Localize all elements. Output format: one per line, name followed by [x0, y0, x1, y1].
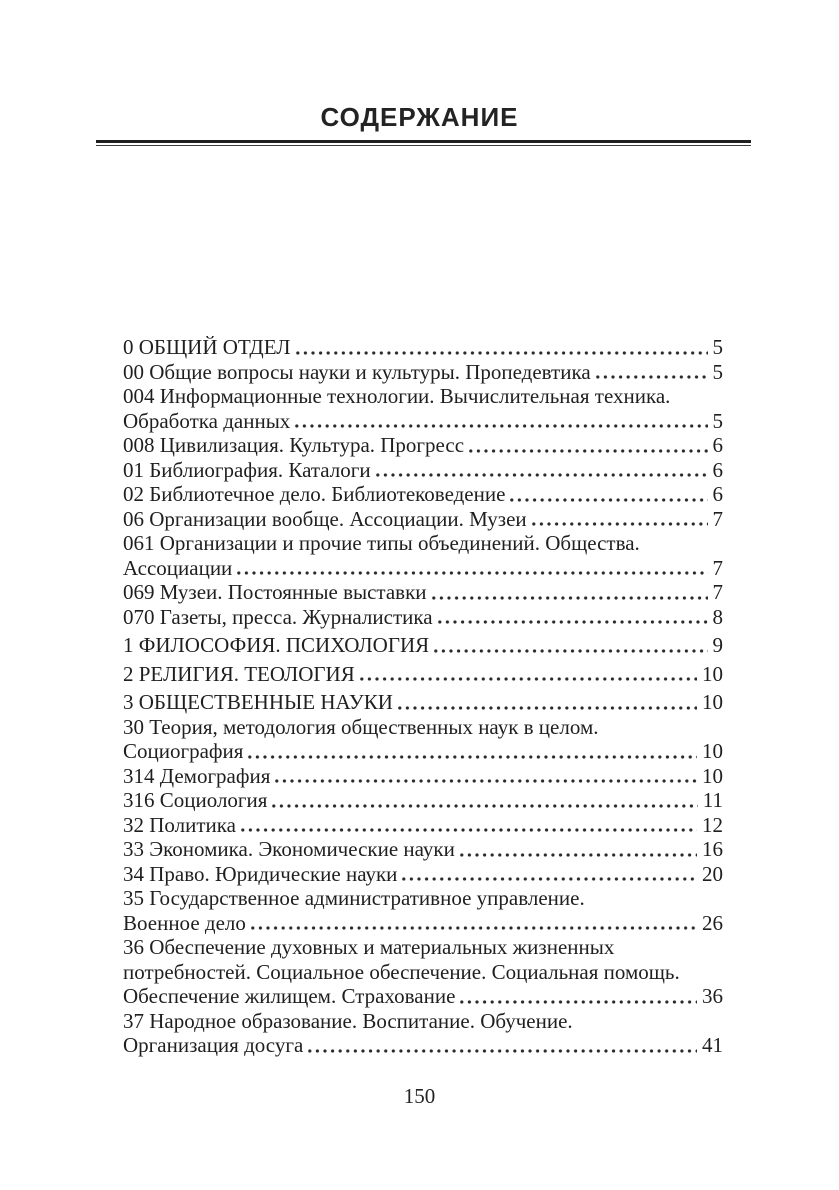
toc-entry-text: 36 Обеспечение духовных и материальных жизненных	[123, 935, 615, 959]
toc-entry-page: 5	[712, 408, 723, 433]
toc-entry-text: потребностей. Социальное обеспечение. Социальная помощь.	[123, 959, 680, 984]
toc-line	[123, 662, 723, 687]
toc-entry-page: 5	[712, 335, 723, 359]
dot-leader	[235, 556, 707, 581]
toc-entry-page: 6	[712, 457, 723, 482]
toc-entry-page: 9	[712, 633, 723, 657]
dot-leader	[594, 360, 708, 385]
toc-line	[123, 690, 723, 715]
toc-line	[123, 911, 723, 936]
toc-line	[123, 556, 723, 581]
toc-line	[123, 788, 723, 813]
toc-entry-text: 0 ОБЩИЙ ОТДЕЛ	[123, 335, 291, 359]
toc-entry-text: 1 ФИЛОСОФИЯ. ПСИХОЛОГИЯ	[123, 633, 430, 657]
toc-entry-text: 06 Организации вообще. Ассоциации. Музеи	[123, 506, 527, 531]
toc-entry-text: 33 Экономика. Экономические науки	[123, 837, 455, 861]
toc-entry-page: 10	[702, 739, 723, 763]
title-divider-rule	[96, 140, 751, 146]
dot-leader	[358, 662, 697, 687]
toc-line	[123, 764, 723, 789]
dot-leader	[432, 633, 707, 658]
toc-line	[123, 580, 723, 605]
dot-leader	[458, 984, 697, 1009]
toc-line	[123, 482, 723, 507]
dot-leader	[508, 482, 707, 507]
dot-leader	[396, 690, 697, 715]
toc-line	[123, 633, 723, 658]
toc-entry-text: 32 Политика	[123, 812, 236, 837]
dot-leader	[293, 409, 707, 434]
toc-entry-text: Военное дело	[123, 910, 246, 935]
page-title: СОДЕРЖАНИЕ	[320, 102, 519, 132]
toc-line	[123, 935, 723, 960]
dot-leader	[430, 580, 708, 605]
toc-entry-page: 5	[712, 359, 723, 384]
dot-leader	[239, 813, 697, 838]
page-number: 150	[403, 1084, 436, 1108]
toc-entry-page: 12	[702, 812, 723, 837]
toc-entry-page: 26	[702, 910, 723, 935]
toc-line	[123, 886, 723, 911]
toc-entry-text: 314 Демография	[123, 763, 271, 788]
toc-entry-text: 2 РЕЛИГИЯ. ТЕОЛОГИЯ	[123, 661, 355, 686]
dot-leader	[294, 335, 708, 360]
toc-line	[123, 1033, 723, 1058]
toc-entry-page: 10	[702, 690, 723, 714]
toc-line	[123, 507, 723, 532]
toc-entry-page: 11	[702, 788, 723, 812]
toc-entry-text: 01 Библиография. Каталоги	[123, 457, 371, 482]
toc-entry-page: 6	[712, 482, 723, 506]
toc-line	[123, 715, 723, 740]
toc-entry-page: 7	[712, 580, 723, 604]
toc-line	[123, 1009, 723, 1034]
dot-leader	[458, 837, 697, 862]
toc-entry-text: 070 Газеты, пресса. Журналистика	[123, 604, 433, 629]
toc-entry-page: 7	[712, 506, 723, 531]
toc-line	[123, 605, 723, 630]
toc-line	[123, 409, 723, 434]
toc-entry-text: 37 Народное образование. Воспитание. Обучение.	[123, 1008, 573, 1033]
toc-entry-text: 35 Государственное административное управление.	[123, 886, 585, 910]
toc-line	[123, 531, 723, 556]
dot-leader	[400, 862, 697, 887]
toc-entry-text: 00 Общие вопросы науки и культуры. Пропедевтика	[123, 359, 591, 384]
toc-entry-text: Социография	[123, 739, 244, 763]
toc-line	[123, 458, 723, 483]
toc-entry-text: 34 Право. Юридические науки	[123, 861, 398, 886]
dot-leader	[436, 605, 708, 630]
toc-line	[123, 960, 723, 985]
toc-entry-page: 20	[702, 861, 723, 886]
dot-leader	[249, 911, 697, 936]
dot-leader	[306, 1033, 697, 1058]
toc-line	[123, 384, 723, 409]
dot-leader	[246, 739, 697, 764]
toc-entry-text: Ассоциации	[123, 555, 233, 580]
toc-line	[123, 813, 723, 838]
toc-entry-text: 02 Библиотечное дело. Библиотековедение	[123, 482, 506, 506]
toc-line	[123, 360, 723, 385]
toc-line	[123, 862, 723, 887]
toc-line	[123, 739, 723, 764]
dot-leader	[374, 458, 708, 483]
toc-entry-text: Обработка данных	[123, 408, 291, 433]
toc-entry-page: 8	[712, 604, 723, 629]
toc-entry-text: 061 Организации и прочие типы объединений. Общества.	[123, 531, 640, 555]
toc-entry-page: 10	[702, 763, 723, 788]
toc-entry-text: Обеспечение жилищем. Страхование	[123, 984, 456, 1008]
dot-leader	[467, 433, 707, 458]
toc-entry-text: 004 Информационные технологии. Вычислительная техника.	[123, 384, 671, 408]
toc-entry-page: 6	[712, 433, 723, 457]
toc-line	[123, 335, 723, 360]
dot-leader	[273, 764, 697, 789]
toc-entry-page: 10	[702, 661, 723, 686]
toc-line	[123, 433, 723, 458]
toc-entry-page: 16	[702, 837, 723, 861]
toc-entry-text: Организация досуга	[123, 1033, 304, 1057]
toc-entry-text: 069 Музеи. Постоянные выставки	[123, 580, 427, 604]
dot-leader	[530, 507, 708, 532]
toc-entry-text: 008 Цивилизация. Культура. Прогресс	[123, 433, 465, 457]
toc-entry-text: 30 Теория, методология общественных наук в целом.	[123, 714, 599, 739]
dot-leader	[270, 788, 697, 813]
toc-entry-text: 316 Социология	[123, 788, 268, 812]
toc-entry-page: 7	[712, 555, 723, 580]
toc-list	[123, 335, 723, 1058]
toc-entry-page: 41	[702, 1033, 723, 1057]
toc-line	[123, 837, 723, 862]
toc-line	[123, 984, 723, 1009]
toc-entry-page: 36	[702, 984, 723, 1008]
toc-entry-text: 3 ОБЩЕСТВЕННЫЕ НАУКИ	[123, 690, 393, 714]
